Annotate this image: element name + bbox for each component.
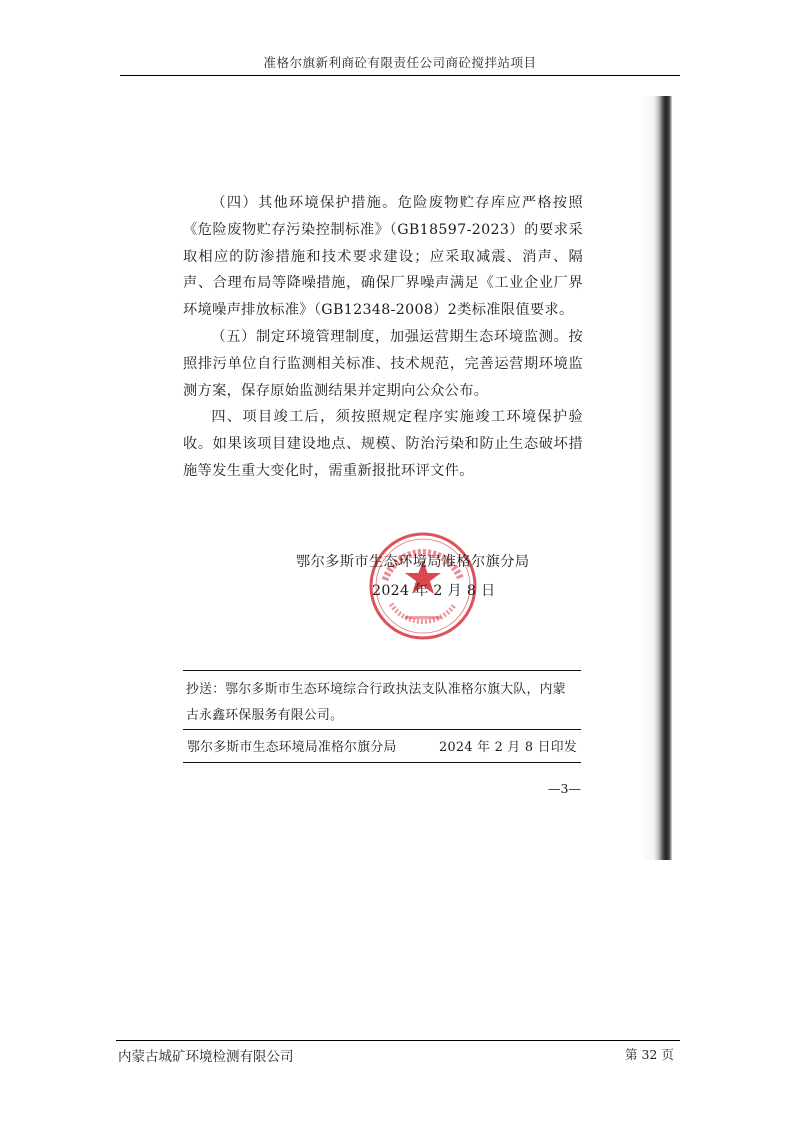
footer-divider (116, 1040, 680, 1041)
cc-top-rule (183, 670, 581, 671)
paragraph-management-system: （五）制定环境管理制度，加强运营期生态环境监测。按照排污单位自行监测相关标准、技术规范，完善运营期环境监测方案，保存原始监测结果并定期向公众公布。 (183, 328, 583, 399)
issue-info-row (187, 736, 577, 755)
header-divider (120, 75, 680, 76)
issue-bottom-rule (183, 762, 581, 763)
paragraph-other-measures: （四）其他环境保护措施。危险废物贮存库应严格按照《危险废物贮存污染控制标准》（GB18597-2023）的要求采取相应的防渗措施和技术要求建设；应采取减震、消声、隔声、合理布局等降噪措施，确保厂界噪声满足《工业企业厂界环境噪声排放标准》（GB12348-2008）2类标准限值要求。 (183, 195, 583, 319)
issue-date: 2024 年 2 月 8 日印发 (439, 740, 577, 755)
signature-organization: 鄂尔多斯市生态环境局准格尔旗分局 (296, 554, 530, 570)
scan-edge-strip (654, 96, 672, 860)
cc-distribution: 抄送：鄂尔多斯市生态环境综合行政执法支队准格尔旗大队，内蒙古永鑫环保服务有限公司。 (186, 682, 566, 723)
footer-company: 内蒙古城矿环境检测有限公司 (118, 1049, 294, 1065)
signature-date: 2024 年 2 月 8 日 (372, 583, 496, 599)
paragraph-completion-acceptance: 四、项目竣工后，须按照规定程序实施竣工环境保护验收。如果该项目建设地点、规模、防治污染和防止生态破坏措施等发生重大变化时，需重新报批环评文件。 (183, 409, 583, 479)
document-body (183, 190, 583, 485)
page-header-title: 准格尔旗新利商砼有限责任公司商砼搅拌站项目 (263, 55, 537, 70)
cc-bottom-rule (183, 729, 581, 730)
inner-page-number: —3— (548, 781, 581, 796)
issuer-name: 鄂尔多斯市生态环境局准格尔旗分局 (187, 740, 397, 755)
footer-page-number: 第 32 页 (625, 1047, 674, 1062)
